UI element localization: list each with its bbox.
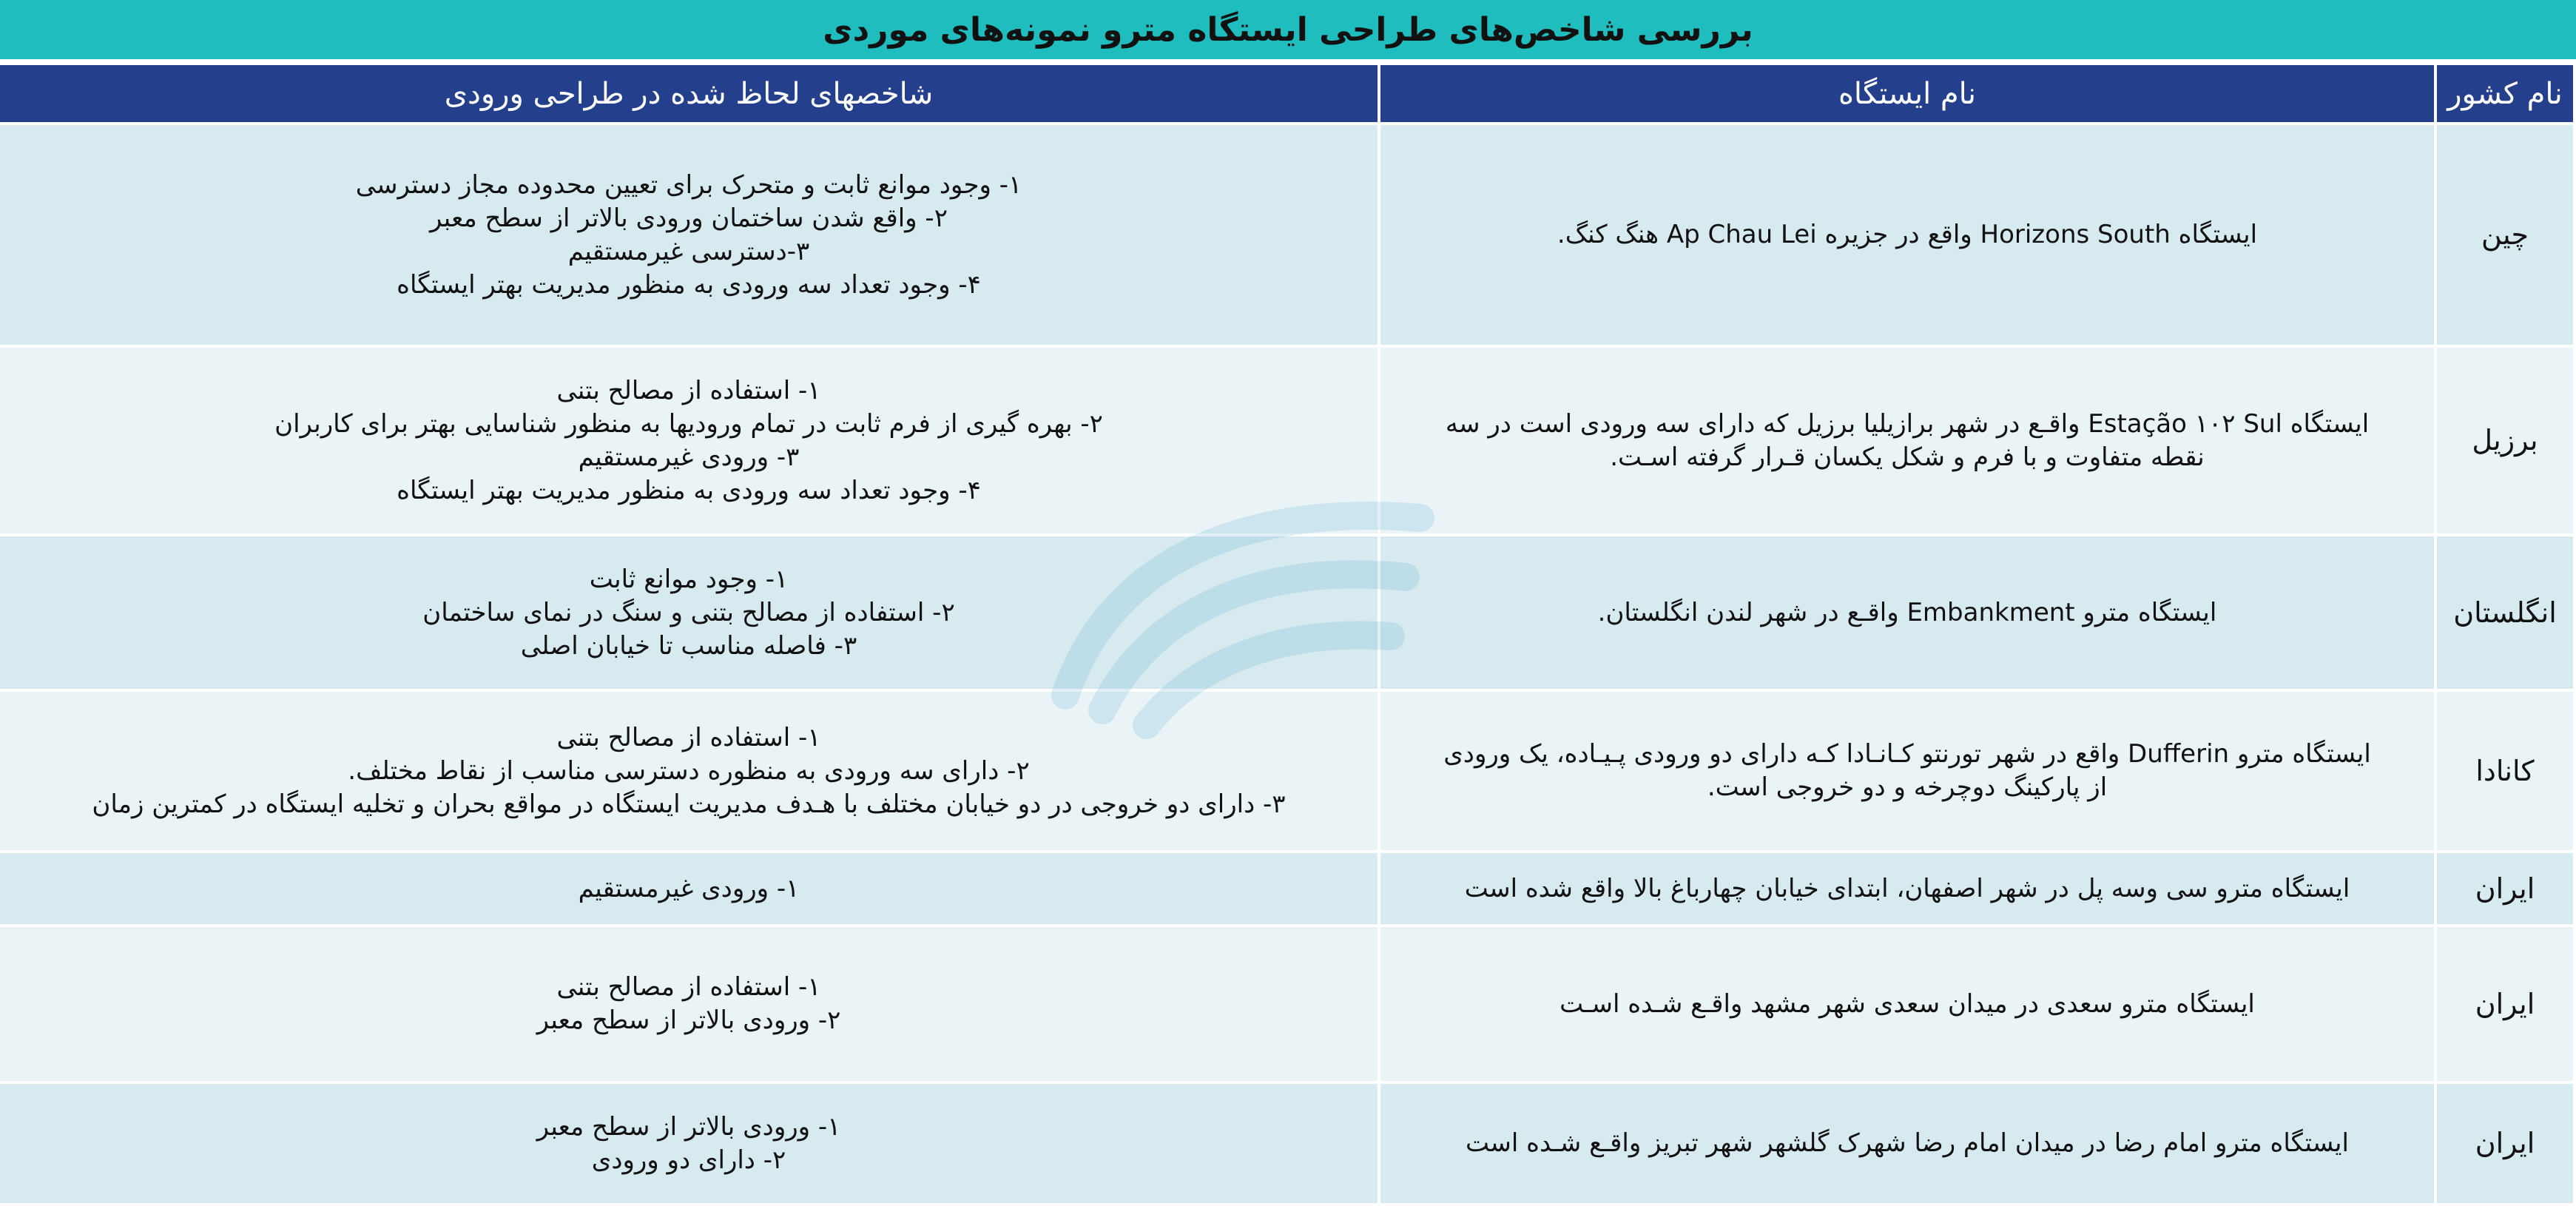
table-row (0, 852, 2575, 926)
table-title: بررسی شاخص‌های طراحی ایستگاه مترو نمونه‌های موردی (0, 0, 2576, 62)
criteria-item: ۱- وجود موانع ثابت و متحرک برای تعیین محدوده مجاز دسترسی (355, 169, 1022, 200)
criteria-item: ۳- فاصله مناسب تا خیابان اصلی (520, 630, 857, 661)
station-cell (1379, 852, 2435, 926)
table-row (0, 1082, 2575, 1205)
table-row (0, 124, 2575, 346)
criteria-cell (0, 535, 1379, 690)
criteria-item: ۲- ورودی بالاتر از سطح معبر (536, 1005, 841, 1035)
station-cell (1379, 926, 2435, 1082)
criteria-item: ۱- ورودی بالاتر از سطح معبر (536, 1111, 841, 1142)
criteria-cell (0, 852, 1379, 926)
station-text-line: ایستگاه مترو امام رضا در میدان امام رضا شهرک گلشهر شهر تبریز واقـع شـده است (1466, 1128, 2349, 1158)
country-cell: ایران (2435, 1082, 2575, 1205)
station-text-line: ایستگاه مترو سی وسه پل در شهر اصفهان، ابتدای خیابان چهارباغ بالا واقع شده است (1464, 873, 2350, 903)
station-cell (1379, 1082, 2435, 1205)
header-station: نام ایستگاه (1379, 64, 2435, 124)
country-cell: انگلستان (2435, 535, 2575, 690)
station-cell (1379, 346, 2435, 535)
table-row (0, 535, 2575, 690)
criteria-item: ۲- استفاده از مصالح بتنی و سنگ در نمای ساختمان (422, 597, 955, 627)
criteria-item: ۳- ورودی غیرمستقیم (578, 442, 800, 472)
criteria-item: ۲- دارای دو ورودی (591, 1145, 786, 1175)
table-header-row (0, 64, 2575, 124)
station-text-line: ایستگاه Horizons South واقع در جزیره Ap Chau Lei هنگ کنگ. (1557, 220, 2258, 249)
country-cell: ایران (2435, 926, 2575, 1082)
criteria-cell (0, 1082, 1379, 1205)
station-text-line: ایستگاه مترو Embankment واقـع در شهر لندن انگلستان. (1597, 597, 2217, 627)
criteria-item: ۳- دارای دو خروجی در دو خیابان مختلف با هـدف مدیریت ایستگاه در مواقع بحران و تخلیه ایستگاه در کمترین زمان (92, 789, 1286, 819)
criteria-item: ۴- وجود تعداد سه ورودی به منظور مدیریت بهتر ایستگاه (397, 269, 981, 300)
station-text-line: ایستگاه مترو Dufferin واقع در شهر تورنتو کـانـادا کـه دارای دو ورودی پـیـاده، یک ورودی (1443, 739, 2371, 769)
criteria-item: ۲- واقع شدن ساختمان ورودی بالاتر از سطح معبر (430, 203, 948, 233)
criteria-cell (0, 124, 1379, 346)
country-cell: چین (2435, 124, 2575, 346)
station-text-line: ایستگاه Estação ۱۰۲ Sul واقـع در شهر برازیلیا برزیل که دارای سه ورودی است در سه (1445, 408, 2370, 439)
criteria-item: ۱- ورودی غیرمستقیم (578, 873, 800, 903)
country-cell: ایران (2435, 852, 2575, 926)
criteria-item: ۱- استفاده از مصالح بتنی (556, 375, 821, 405)
station-text-line: ایستگاه مترو سعدی در میدان سعدی شهر مشهد واقـع شـده اسـت (1560, 988, 2255, 1019)
station-cell (1379, 124, 2435, 346)
station-cell (1379, 535, 2435, 690)
criteria-item: ۳-دسترسی غیرمستقیم (567, 236, 810, 266)
table-row (0, 690, 2575, 852)
metro-stations-table (0, 62, 2576, 1206)
table-row (0, 346, 2575, 535)
header-criteria: شاخصهای لحاظ شده در طراحی ورودی (0, 64, 1379, 124)
criteria-item: ۲- بهره گیری از فرم ثابت در تمام ورودیها به منظور شناسایی بهتر برای کاربران (274, 408, 1103, 439)
criteria-item: ۱- استفاده از مصالح بتنی (556, 722, 821, 752)
criteria-item: ۱- وجود موانع ثابت (589, 564, 789, 594)
country-cell: برزیل (2435, 346, 2575, 535)
criteria-item: ۲- دارای سه ورودی به منظوره دسترسی مناسب از نقاط مختلف. (348, 755, 1030, 786)
criteria-item: ۱- استفاده از مصالح بتنی (556, 972, 821, 1002)
criteria-cell (0, 690, 1379, 852)
station-cell (1379, 690, 2435, 852)
header-country: نام کشور (2435, 64, 2575, 124)
table-row (0, 926, 2575, 1082)
station-text-line: از پارکینگ دوچرخه و دو خروجی است. (1707, 772, 2108, 802)
criteria-cell (0, 926, 1379, 1082)
station-text-line: نقطه متفاوت و با فرم و شکل یکسان قـرار گرفته اسـت. (1610, 442, 2205, 472)
criteria-cell (0, 346, 1379, 535)
criteria-item: ۴- وجود تعداد سه ورودی به منظور مدیریت بهتر ایستگاه (397, 475, 981, 505)
country-cell: کانادا (2435, 690, 2575, 852)
